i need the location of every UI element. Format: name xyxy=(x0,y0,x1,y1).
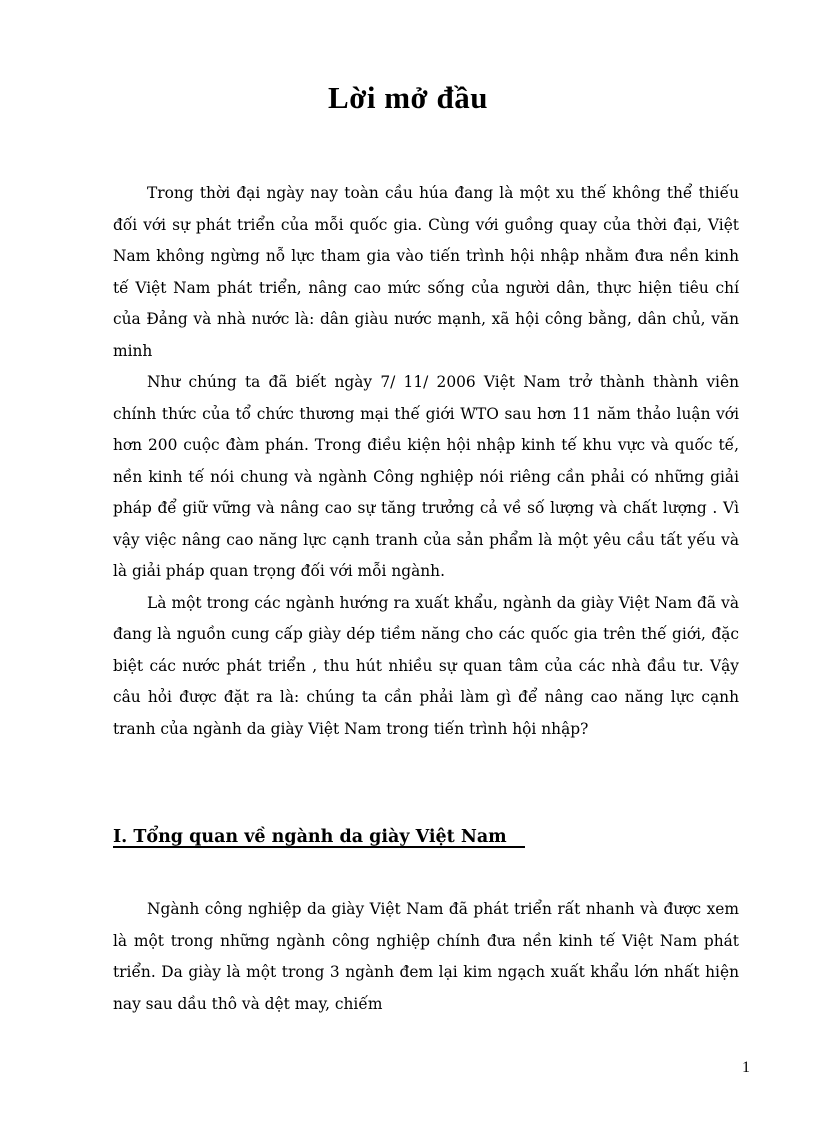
intro-paragraph-2: Như chúng ta đã biết ngày 7/ 11/ 2006 Việt Nam trở thành thành viên chính thức của tổ chức thương mại thế giới WTO sau hơn 11 năm thảo luận với hơn 200 cuộc đàm phán. Trong điều kiện hội nhập kinh tế khu vực và quốc tế, nền kinh tế nói chung và ngành Công nghiệp nói riêng cần phải có những giải pháp để giữ vững và nâng cao sự tăng trưởng cả về số lượng và chất lượng . Vì vậy việc nâng cao năng lực cạnh tranh của sản phẩm là một yêu cầu tất yếu và là giải pháp quan trọng đối với mỗi ngành. xyxy=(113,373,739,580)
overview-paragraph-1: Ngành công nghiệp da giày Việt Nam đã phát triển rất nhanh và được xem là một trong những ngành công nghiệp chính đưa nền kinh tế Việt Nam phát triển. Da giày là một trong 3 ngành đem lại kim ngạch xuất khẩu lớn nhất hiện nay sau dầu thô và dệt may, chiếm xyxy=(113,900,739,1013)
overview-section xyxy=(113,894,739,1020)
page-number: 1 xyxy=(742,1059,750,1076)
intro-paragraph-1: Trong thời đại ngày nay toàn cầu húa đang là một xu thế không thể thiếu đối với sự phát triển của mỗi quốc gia. Cùng với guồng quay của thời đại, Việt Nam không ngừng nỗ lực tham gia vào tiến trình hội nhập nhằm đưa nền kinh tế Việt Nam phát triển, nâng cao mức sống của người dân, thực hiện tiêu chí của Đảng và nhà nước là: dân giàu nước mạnh, xã hội công bằng, dân chủ, văn minh xyxy=(113,184,739,360)
section-heading: I. Tổng quan về ngành da giày Việt Nam xyxy=(113,827,525,847)
intro-section xyxy=(113,178,739,745)
page-title: Lời mở đầu xyxy=(328,80,488,115)
intro-paragraph-3: Là một trong các ngành hướng ra xuất khẩu, ngành da giày Việt Nam đã và đang là nguồn cung cấp giày dép tiềm năng cho các quốc gia trên thế giới, đặc biệt các nước phát triển , thu hút nhiều sự quan tâm của các nhà đầu tư. Vậy câu hỏi được đặt ra là: chúng ta cần phải làm gì để nâng cao năng lực cạnh tranh của ngành da giày Việt Nam trong tiến trình hội nhập? xyxy=(113,593,739,738)
